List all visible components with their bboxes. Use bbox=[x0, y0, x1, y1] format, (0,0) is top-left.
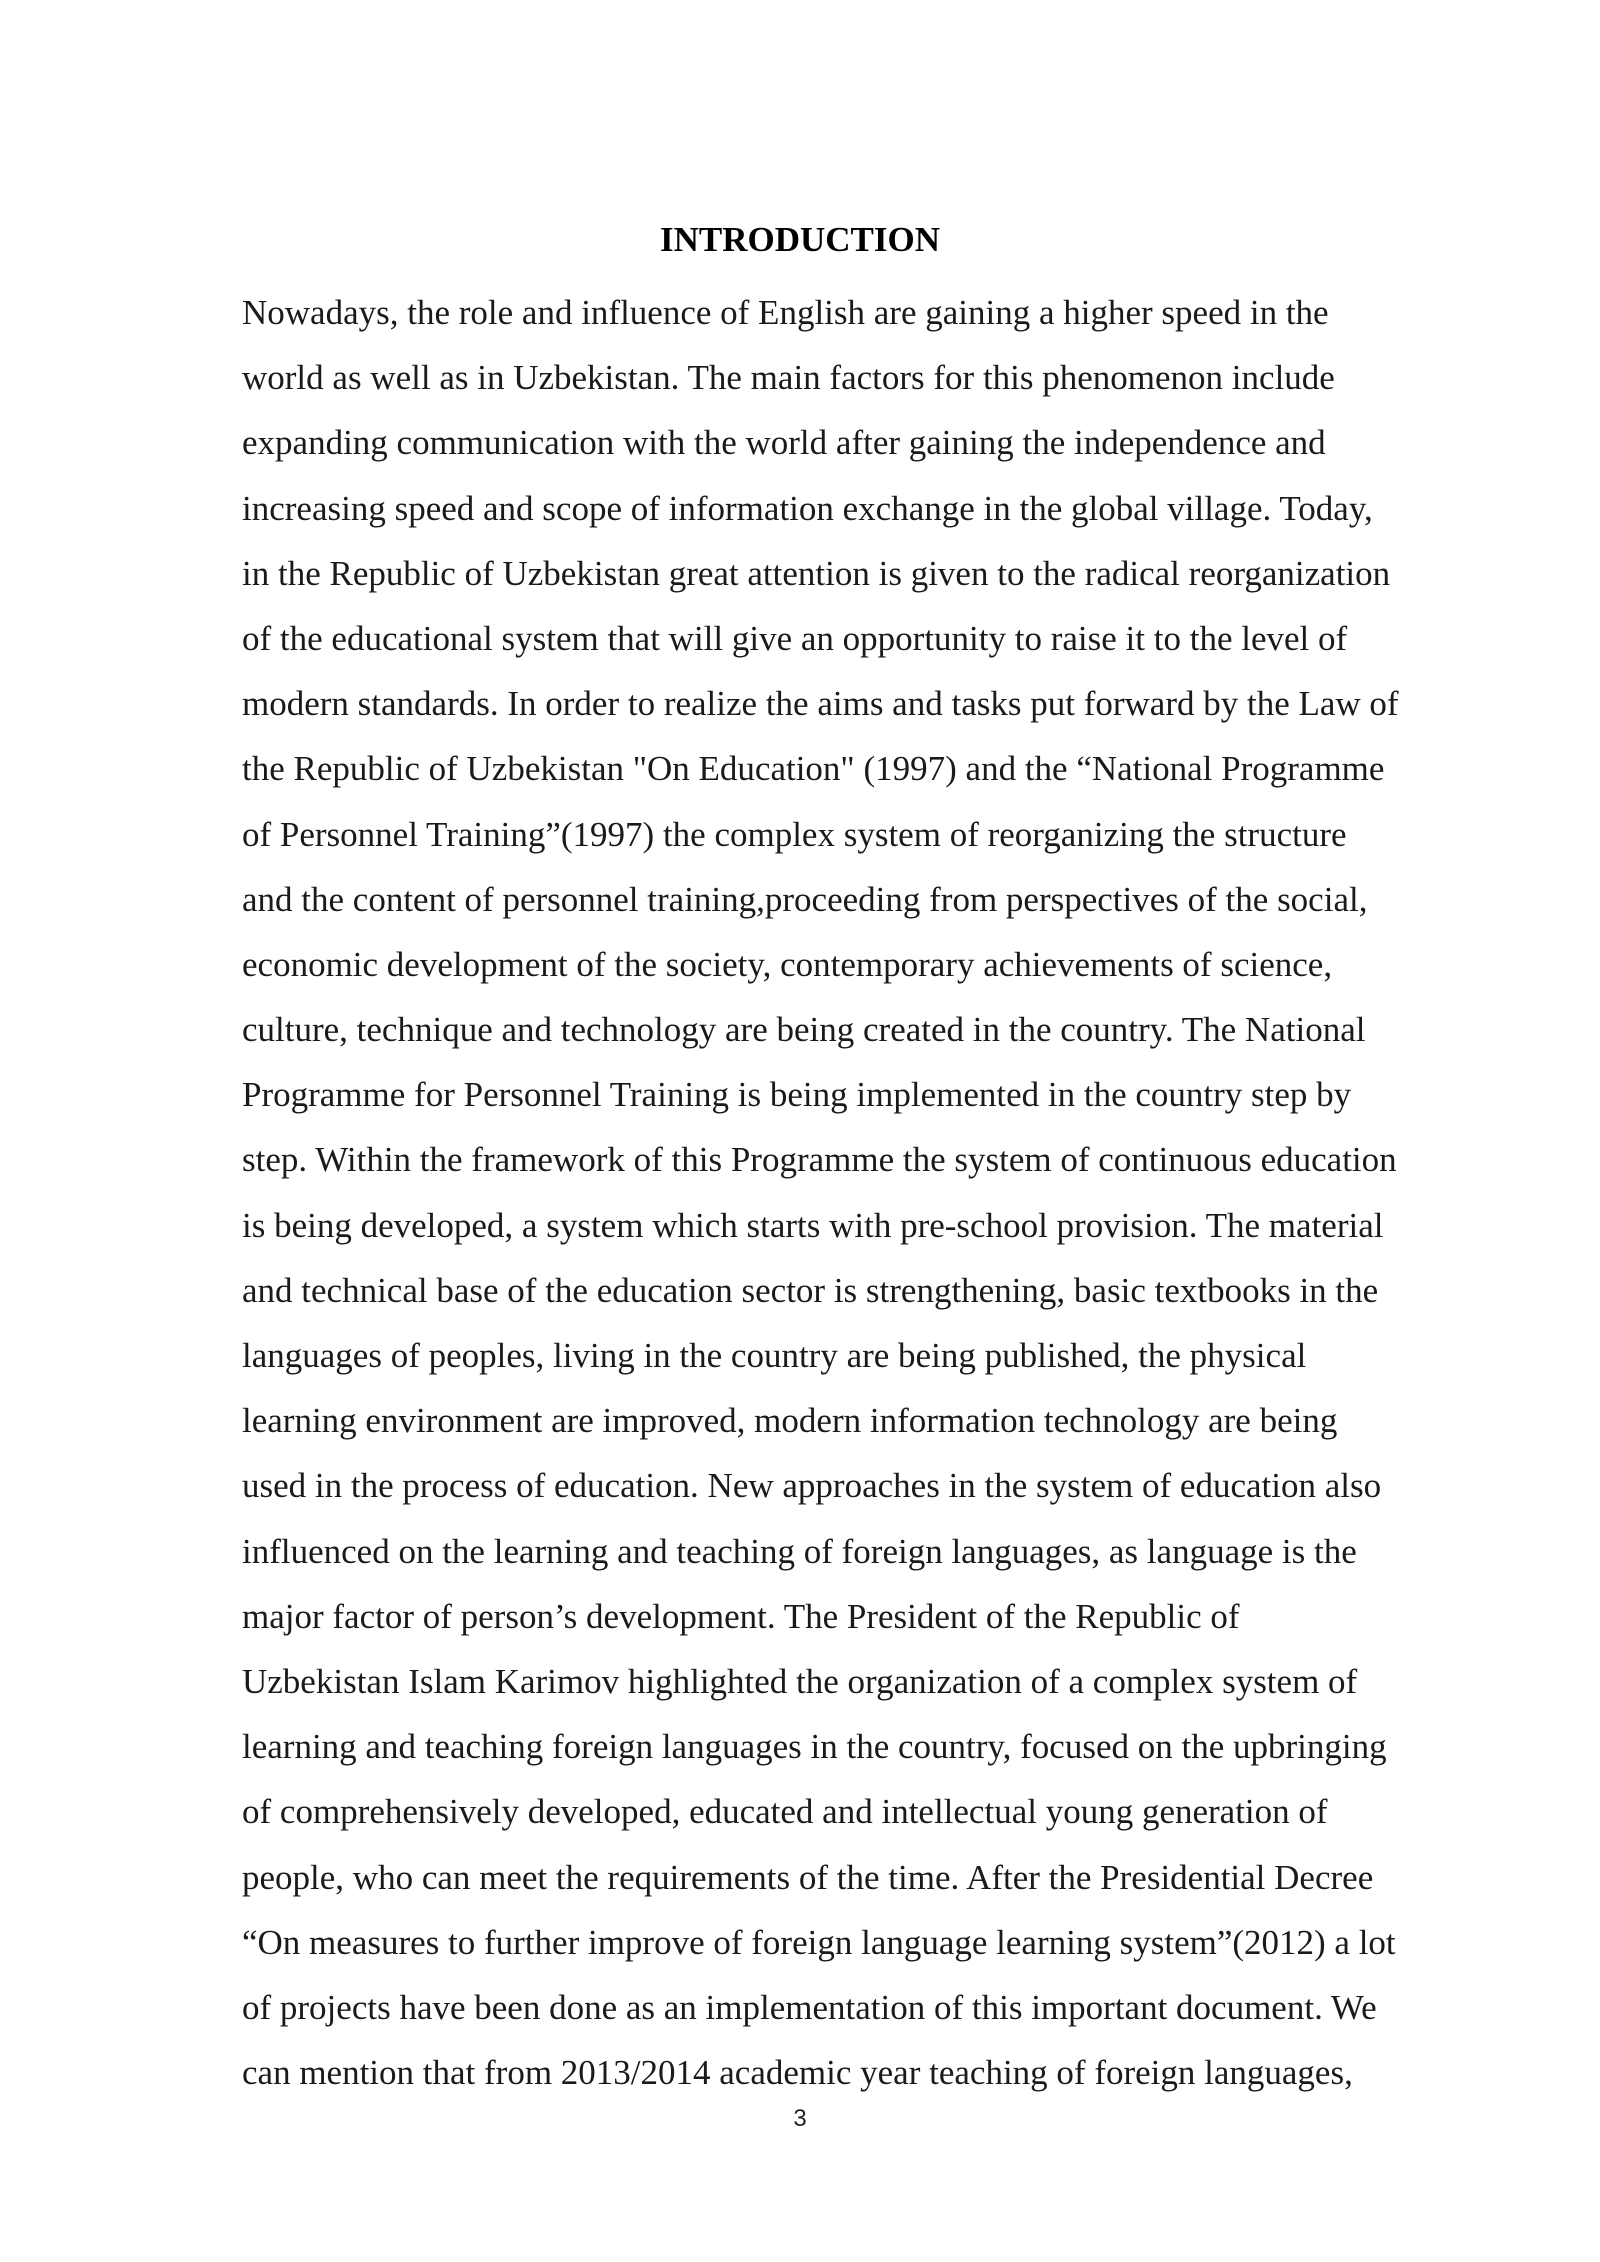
text-line: people, who can meet the requirements of the time. After the Presidential Decree bbox=[242, 1857, 1374, 1897]
text-line: languages of peoples, living in the country are being published, the physical bbox=[242, 1336, 1307, 1375]
text-line: used in the process of education. New approaches in the system of education also bbox=[242, 1466, 1382, 1506]
body-text bbox=[242, 280, 1502, 2105]
text-line: “On measures to further improve of foreign language learning system”(2012) a lot bbox=[242, 1922, 1396, 1962]
text-line: world as well as in Uzbekistan. The main factors for this phenomenon include bbox=[242, 358, 1335, 398]
text-line: in the Republic of Uzbekistan great attention is given to the radical reorganization bbox=[242, 553, 1391, 593]
text-line: and the content of personnel training,proceeding from perspectives of the social, bbox=[242, 879, 1368, 919]
text-line: is being developed, a system which starts with pre-school provision. The material bbox=[242, 1205, 1384, 1245]
text-line: modern standards. In order to realize the aims and tasks put forward by the Law of bbox=[242, 684, 1399, 724]
page-title: INTRODUCTION bbox=[659, 220, 941, 259]
text-line: Nowadays, the role and influence of English are gaining a higher speed in the bbox=[242, 293, 1329, 332]
text-line: Uzbekistan Islam Karimov highlighted the organization of a complex system of bbox=[242, 1661, 1358, 1701]
text-line: learning environment are improved, modern information technology are being bbox=[242, 1401, 1338, 1441]
text-line: economic development of the society, contemporary achievements of science, bbox=[242, 944, 1333, 984]
text-line: learning and teaching foreign languages in the country, focused on the upbringing bbox=[242, 1727, 1387, 1767]
text-line: increasing speed and scope of information exchange in the global village. Today, bbox=[242, 488, 1373, 528]
text-line: influenced on the learning and teaching of foreign languages, as language is the bbox=[242, 1531, 1357, 1571]
text-line: of projects have been done as an implementation of this important document. We bbox=[242, 1987, 1377, 2027]
text-line: can mention that from 2013/2014 academic year teaching of foreign languages, bbox=[242, 2053, 1353, 2093]
text-line: Programme for Personnel Training is being implemented in the country step by bbox=[242, 1075, 1352, 1115]
text-line: of Personnel Training”(1997) the complex system of reorganizing the structure bbox=[242, 814, 1347, 854]
text-line: expanding communication with the world after gaining the independence and bbox=[242, 423, 1326, 463]
page-number: 3 bbox=[793, 2105, 807, 2132]
text-line: major factor of person’s development. The President of the Republic of bbox=[242, 1596, 1240, 1636]
text-line: step. Within the framework of this Programme the system of continuous education bbox=[242, 1140, 1397, 1180]
text-line: culture, technique and technology are being created in the country. The National bbox=[242, 1010, 1366, 1050]
text-line: the Republic of Uzbekistan "On Education" (1997) and the “National Programme bbox=[242, 749, 1385, 789]
text-line: and technical base of the education sector is strengthening, basic textbooks in the bbox=[242, 1270, 1379, 1310]
text-line: of comprehensively developed, educated and intellectual young generation of bbox=[242, 1792, 1328, 1832]
text-line: of the educational system that will give an opportunity to raise it to the level of bbox=[242, 618, 1348, 658]
